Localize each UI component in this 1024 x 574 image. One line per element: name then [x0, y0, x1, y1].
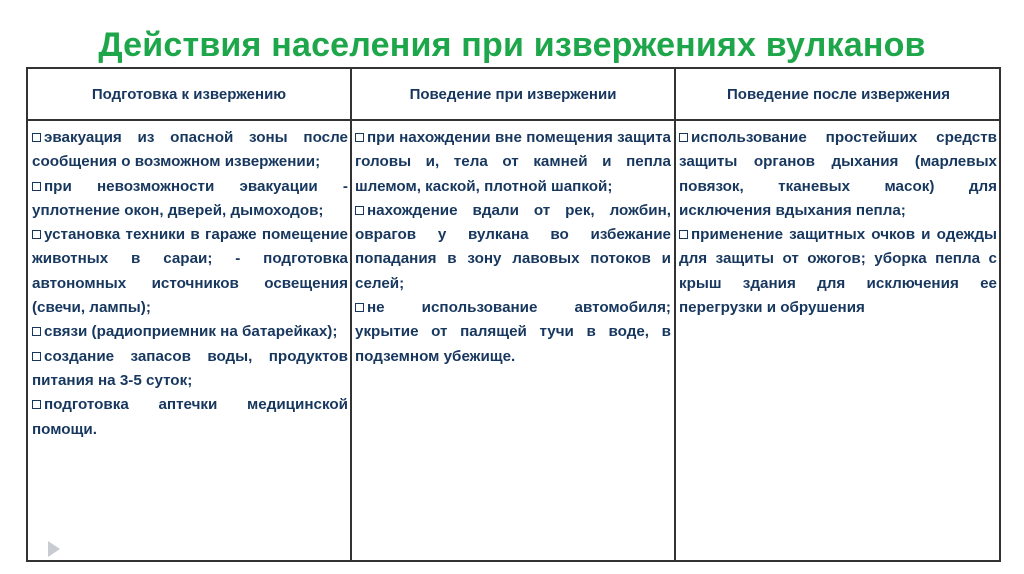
checkbox-bullet-icon — [32, 327, 41, 336]
checkbox-bullet-icon — [355, 303, 364, 312]
list-item-text: при нахождении вне помещения защита головы и, тела от камней и пепла шлемом, каской, плотной шапкой; — [355, 129, 671, 195]
list-item-text: при невозможности эвакуации - уплотнение окон, дверей, дымоходов; — [32, 177, 348, 219]
column-divider — [350, 69, 352, 560]
checkbox-bullet-icon — [32, 182, 41, 191]
cell-preparation — [32, 126, 348, 442]
list-item — [355, 126, 671, 199]
list-item-text: связи (радиоприемник на батарейках); — [44, 323, 338, 341]
list-item-text: нахождение вдали от рек, ложбин, оврагов у вулкана во избежание попадания в зону лавовых потоков и селей; — [355, 201, 671, 292]
list-item — [355, 199, 671, 296]
cell-after-eruption — [679, 126, 997, 320]
checkbox-bullet-icon — [32, 352, 41, 361]
list-item-text: создание запасов воды, продуктов питания на 3-5 суток; — [32, 347, 348, 389]
list-item-text: использование простейших средств защиты органов дыхания (марлевых повязок, тканевых масок) для исключения вдыхания пепла; — [679, 129, 997, 219]
list-item-text: эвакуация из опасной зоны после сообщения о возможном извержении; — [32, 129, 348, 171]
checkbox-bullet-icon — [355, 206, 364, 215]
play-triangle-icon[interactable] — [48, 541, 60, 557]
list-item — [32, 345, 348, 394]
list-item — [355, 296, 671, 369]
checkbox-bullet-icon — [32, 400, 41, 409]
actions-table — [26, 67, 1001, 562]
checkbox-bullet-icon — [679, 133, 688, 142]
list-item-text: применение защитных очков и одежды для защиты от ожогов; уборка пепла с крыш здания для исключения ее перегрузки и обрушения — [679, 226, 997, 317]
header-preparation: Подготовка к извержению — [91, 85, 287, 103]
list-item-text: не использование автомобиля; укрытие от палящей тучи в воде, в подземном убежище. — [355, 299, 671, 365]
list-item — [32, 320, 348, 344]
checkbox-bullet-icon — [355, 133, 364, 142]
cell-during-eruption — [355, 126, 671, 369]
column-divider — [674, 69, 676, 560]
header-during-eruption: Поведение при извержении — [409, 85, 617, 103]
list-item — [32, 223, 348, 320]
list-item-text: подготовка аптечки медицинской помощи. — [32, 396, 348, 438]
checkbox-bullet-icon — [32, 230, 41, 239]
list-item-text: установка техники в гараже помещение животных в сараи; - подготовка автономных источников освещения (свечи, лампы); — [32, 226, 348, 317]
checkbox-bullet-icon — [32, 133, 41, 142]
list-item — [679, 126, 997, 223]
header-after-eruption: Поведение после извержения — [727, 85, 950, 103]
list-item — [32, 126, 348, 175]
slide-title: Действия населения при извержениях вулканов — [98, 26, 926, 64]
checkbox-bullet-icon — [679, 230, 688, 239]
header-divider — [28, 119, 999, 121]
list-item — [32, 175, 348, 224]
list-item — [679, 223, 997, 320]
list-item — [32, 393, 348, 442]
